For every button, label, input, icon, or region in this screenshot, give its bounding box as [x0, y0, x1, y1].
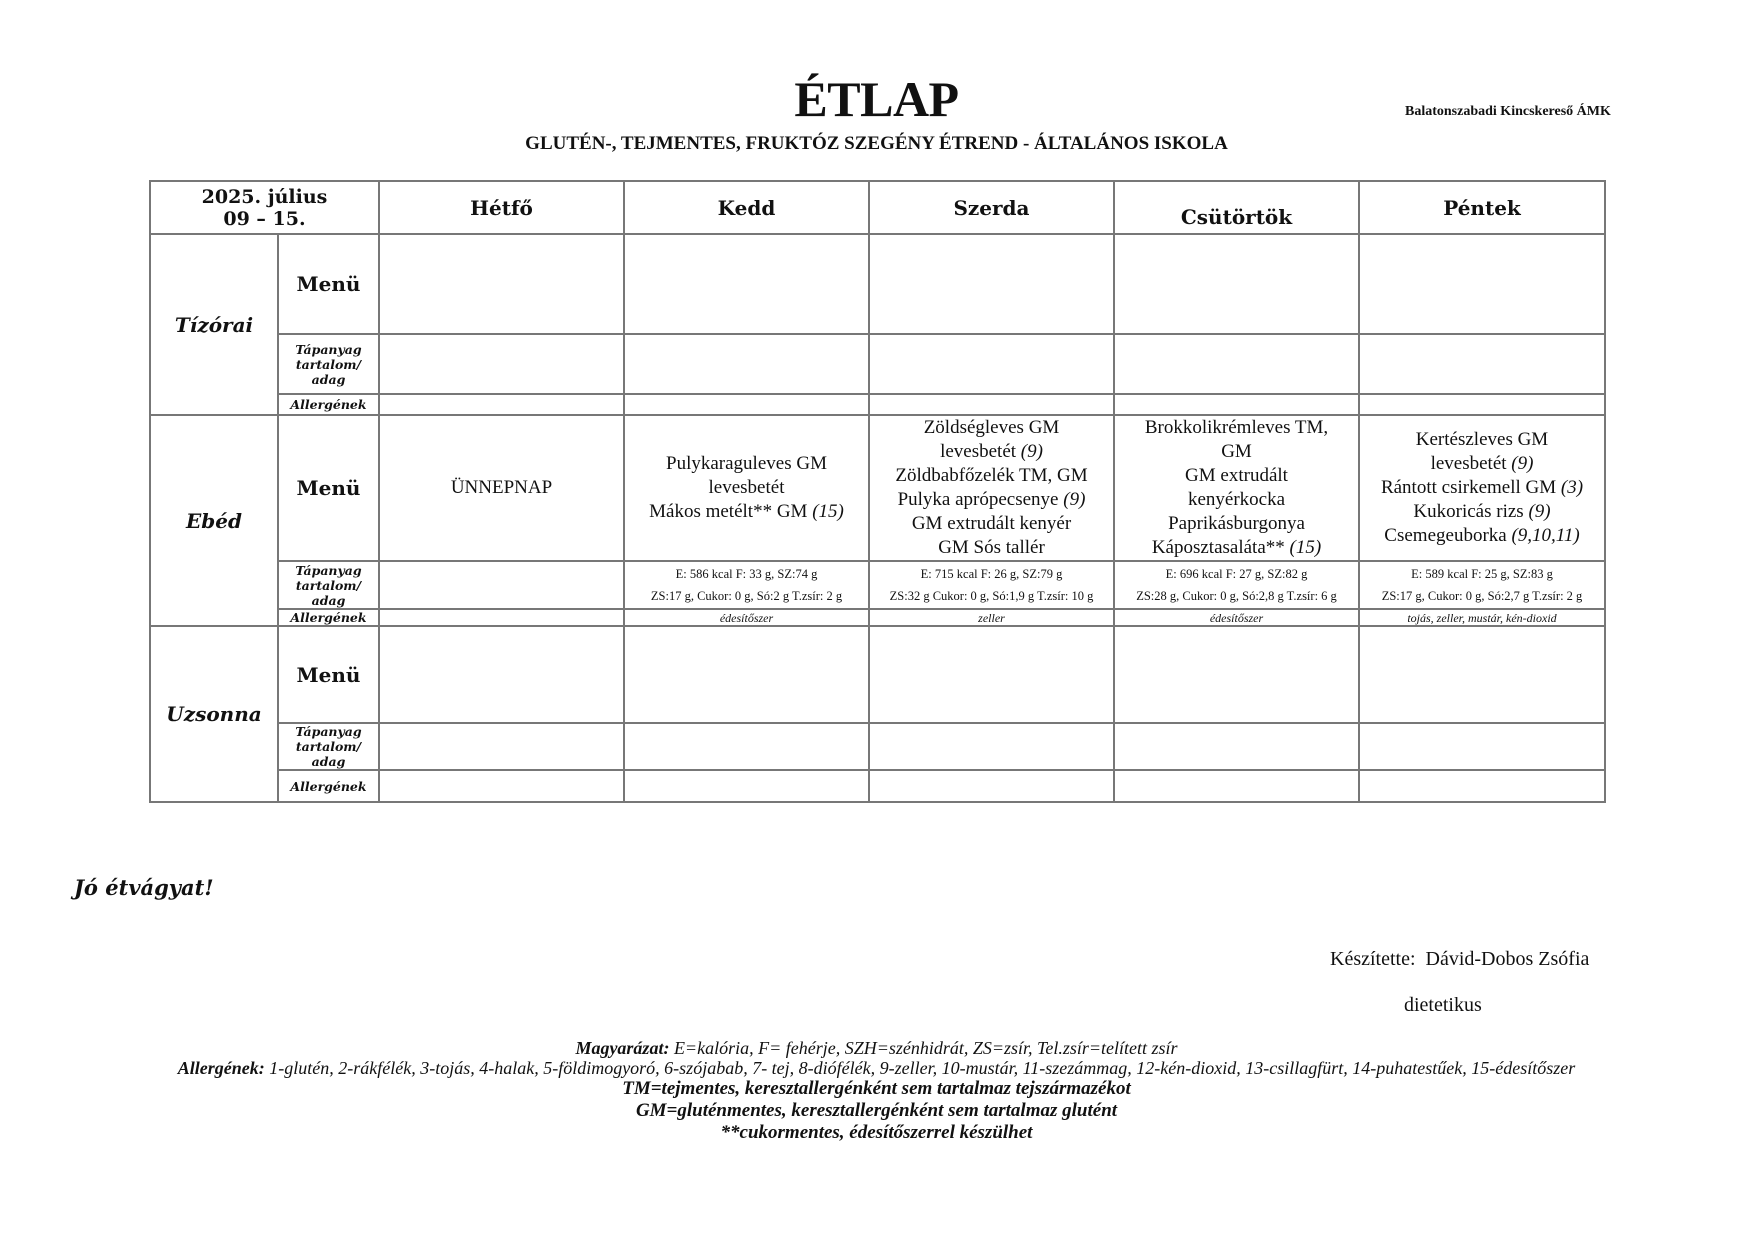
allergen-code: (3) [1560, 477, 1584, 498]
menu-cell-ebed-tuesday [624, 415, 869, 561]
menu-cell-uzsonna-friday [1359, 626, 1605, 723]
row-label-nutrition-line: Tápanyag [295, 562, 362, 578]
menu-cell-uzsonna-thursday [1114, 626, 1359, 723]
legend-explanation [100, 1038, 1653, 1058]
meal-label-tizorai: Tízórai [150, 234, 278, 415]
nutrition-cell-tizorai-wednesday [869, 334, 1114, 394]
menu-cell-tizorai-monday [379, 234, 624, 334]
nutrition-row-tizorai [150, 334, 1605, 394]
dish-text: levesbetét [940, 441, 1021, 462]
dish-line [1115, 416, 1358, 440]
allergen-cell-tizorai-wednesday [869, 394, 1114, 415]
dish-line [1360, 452, 1604, 476]
dish-text: ÜNNEPNAP [450, 477, 553, 498]
row-label-nutrition-line: tartalom/ [295, 739, 362, 754]
row-label-menu: Menü [278, 626, 379, 723]
allergen-cell-ebed-wednesday: zeller [869, 609, 1114, 626]
allergen-code: (15) [812, 501, 844, 522]
legend-allergens [100, 1058, 1653, 1078]
legend [100, 1038, 1653, 1144]
allergen-cell-uzsonna-thursday [1114, 770, 1359, 802]
allergen-cell-tizorai-thursday [1114, 394, 1359, 415]
date-days: 09 – 15. [223, 207, 306, 230]
allergen-code: (9) [1020, 441, 1043, 462]
nutrition-cell-uzsonna-monday [379, 723, 624, 770]
nutrition-cell-uzsonna-thursday [1114, 723, 1359, 770]
nutrition-row-ebed [150, 561, 1605, 609]
dish-line [1360, 524, 1604, 548]
meal-label-ebed: Ebéd [150, 415, 278, 626]
dish-text: Kukoricás rizs [1413, 501, 1529, 522]
nutrition-line: E: 715 kcal F: 26 g, SZ:79 g [920, 567, 1063, 581]
day-header-friday: Péntek [1359, 181, 1605, 234]
nutrition-line: ZS:32 g Cukor: 0 g, Só:1,9 g T.zsír: 10 g [889, 589, 1094, 603]
dish-text: GM [1221, 441, 1252, 462]
menu-cell-ebed-monday [379, 415, 624, 561]
menu-cell-ebed-thursday [1114, 415, 1359, 561]
dish-text: levesbetét [708, 477, 785, 498]
dish-line [870, 440, 1113, 464]
allergen-cell-tizorai-tuesday [624, 394, 869, 415]
dish-line [1115, 440, 1358, 464]
dish-text: Pulykaraguleves GM [666, 453, 827, 474]
row-label-nutrition [278, 334, 379, 394]
nutrition-line: ZS:17 g, Cukor: 0 g, Só:2 g T.zsír: 2 g [650, 589, 843, 603]
nutrition-cell-ebed-tuesday [624, 561, 869, 609]
allergen-cell-tizorai-friday [1359, 394, 1605, 415]
nutrition-line: E: 696 kcal F: 27 g, SZ:82 g [1165, 567, 1308, 581]
nutrition-cell-ebed-monday [379, 561, 624, 609]
menu-cell-tizorai-friday [1359, 234, 1605, 334]
dish-text: levesbetét [1430, 453, 1512, 474]
menu-cell-uzsonna-wednesday [869, 626, 1114, 723]
menu-cell-ebed-wednesday [869, 415, 1114, 561]
dish-text: GM Sós tallér [938, 537, 1045, 558]
allergen-cell-ebed-monday [379, 609, 624, 626]
row-label-allergens: Allergének [278, 394, 379, 415]
row-label-nutrition [278, 723, 379, 770]
page-subtitle: GLUTÉN-, TEJMENTES, FRUKTÓZ SZEGÉNY ÉTREND - ÁLTALÁNOS ISKOLA [525, 133, 1228, 154]
nutrition-cell-ebed-friday [1359, 561, 1605, 609]
nutrition-line: ZS:28 g, Cukor: 0 g, Só:2,8 g T.zsír: 6 g [1136, 589, 1337, 603]
row-label-nutrition-line: adag [311, 592, 346, 608]
nutrition-cell-tizorai-thursday [1114, 334, 1359, 394]
dish-line [1360, 476, 1604, 500]
allergen-code: (9,10,11) [1511, 525, 1580, 546]
nutrition-cell-uzsonna-tuesday [624, 723, 869, 770]
greeting: Jó étvágyat! [74, 875, 214, 900]
row-label-nutrition-line: adag [311, 754, 346, 769]
date-month: 2025. július [201, 185, 328, 208]
dish-text: kenyérkocka [1187, 489, 1286, 510]
dish-text: GM extrudált kenyér [911, 513, 1072, 534]
menu-cell-uzsonna-tuesday [624, 626, 869, 723]
menu-row-tizorai [150, 234, 1605, 334]
legend-tm-note: TM=tejmentes, keresztallergénként sem tartalmaz tejszármazékot [622, 1078, 1131, 1099]
dish-line [1115, 512, 1358, 536]
row-label-menu: Menü [278, 415, 379, 561]
nutrition-line: ZS:17 g, Cukor: 0 g, Só:2,7 g T.zsír: 2 g [1381, 589, 1583, 603]
row-label-nutrition [278, 561, 379, 609]
nutrition-cell-tizorai-friday [1359, 334, 1605, 394]
dish-text: Brokkolikrémleves TM, [1144, 417, 1329, 438]
dish-text: Csemegeuborka [1384, 525, 1512, 546]
dish-line [870, 536, 1113, 560]
day-header-monday: Hétfő [379, 181, 624, 234]
allergen-code: (9) [1511, 453, 1534, 474]
menu-table [149, 180, 1606, 803]
menu-row-ebed [150, 415, 1605, 561]
allergen-cell-ebed-thursday: édesítőszer [1114, 609, 1359, 626]
dish-line [1115, 536, 1358, 560]
row-label-nutrition-line: tartalom/ [295, 577, 362, 593]
nutrition-line: E: 589 kcal F: 25 g, SZ:83 g [1411, 567, 1553, 581]
row-label-nutrition-line: Tápanyag [295, 724, 362, 739]
row-label-allergens: Allergének [278, 770, 379, 802]
dish-line [1115, 464, 1358, 488]
allergen-cell-uzsonna-monday [379, 770, 624, 802]
nutrition-cell-tizorai-tuesday [624, 334, 869, 394]
dish-text: Rántott csirkemell GM [1380, 477, 1561, 498]
dish-line [625, 476, 868, 500]
nutrition-cell-tizorai-monday [379, 334, 624, 394]
date-range-cell [150, 181, 379, 234]
allergen-code: (15) [1289, 537, 1322, 558]
row-label-allergens: Allergének [278, 609, 379, 626]
legend-gm-note: GM=gluténmentes, keresztallergénként sem tartalmaz glutént [635, 1100, 1118, 1121]
day-header-tuesday: Kedd [624, 181, 869, 234]
legend-sugar-note: **cukormentes, édesítőszerrel készülhet [720, 1122, 1033, 1143]
row-label-menu: Menü [278, 234, 379, 334]
nutrition-row-uzsonna [150, 723, 1605, 770]
dish-text: Zöldbabfőzelék TM, GM [895, 465, 1088, 486]
menu-cell-uzsonna-monday [379, 626, 624, 723]
dish-line [870, 416, 1113, 440]
nutrition-line: E: 586 kcal F: 33 g, SZ:74 g [675, 567, 818, 581]
legend-allergens-label: Allergének: [177, 1058, 265, 1078]
nutrition-cell-ebed-wednesday [869, 561, 1114, 609]
dish-text: Pulyka aprópecsenye [897, 489, 1064, 510]
page-title: ÉTLAP [794, 71, 959, 127]
allergen-cell-uzsonna-wednesday [869, 770, 1114, 802]
dish-line [870, 488, 1113, 512]
dish-text: Kertészleves GM [1415, 429, 1549, 450]
header-row [150, 181, 1605, 234]
allergen-code: (9) [1528, 501, 1551, 522]
allergen-cell-uzsonna-tuesday [624, 770, 869, 802]
meal-label-uzsonna: Uzsonna [150, 626, 278, 802]
menu-cell-ebed-friday [1359, 415, 1605, 561]
dish-line [1360, 500, 1604, 524]
dish-text: GM extrudált [1185, 465, 1288, 486]
holiday-label [380, 477, 623, 499]
dish-text: Káposztasaláta** [1151, 537, 1290, 558]
menu-cell-tizorai-thursday [1114, 234, 1359, 334]
organization-name: Balatonszabadi Kincskereső ÁMK [1405, 104, 1611, 119]
allergen-cell-ebed-tuesday: édesítőszer [624, 609, 869, 626]
nutrition-cell-uzsonna-friday [1359, 723, 1605, 770]
dish-line [625, 452, 868, 476]
dish-line [870, 512, 1113, 536]
dish-line [870, 464, 1113, 488]
author: Készítette: Dávid-Dobos Zsófia [1330, 948, 1590, 970]
legend-explanation-text: E=kalória, F= fehérje, SZH=szénhidrát, ZS=zsír, Tel.zsír=telített zsír [669, 1038, 1178, 1058]
menu-cell-tizorai-wednesday [869, 234, 1114, 334]
row-label-nutrition-line: Tápanyag [295, 341, 362, 357]
dish-text: Zöldségleves GM [923, 417, 1060, 438]
dish-line [1360, 428, 1604, 452]
dish-line [1115, 488, 1358, 512]
menu-cell-tizorai-tuesday [624, 234, 869, 334]
allergen-row-tizorai [150, 394, 1605, 415]
nutrition-cell-ebed-thursday [1114, 561, 1359, 609]
allergen-row-uzsonna [150, 770, 1605, 802]
allergen-cell-uzsonna-friday [1359, 770, 1605, 802]
allergen-cell-tizorai-monday [379, 394, 624, 415]
allergen-row-ebed [150, 609, 1605, 626]
legend-allergens-text: 1-glutén, 2-rákfélék, 3-tojás, 4-halak, 5-földimogyoró, 6-szójabab, 7- tej, 8-diófélék, 9-zeller, 10-mustár, 11-szezámmag, 12-kén-dioxid, 13-csillagfürt, 14-puhatestűek, 15-édesítőszer [264, 1058, 1576, 1078]
dish-line [625, 500, 868, 524]
allergen-cell-ebed-friday: tojás, zeller, mustár, kén-dioxid [1359, 609, 1605, 626]
day-header-thursday: Csütörtök [1114, 181, 1359, 234]
menu-row-uzsonna [150, 626, 1605, 723]
day-header-wednesday: Szerda [869, 181, 1114, 234]
row-label-nutrition-line: adag [311, 371, 346, 387]
dish-text: Mákos metélt** GM [649, 501, 813, 522]
row-label-nutrition-line: tartalom/ [295, 356, 362, 372]
dish-text: Paprikásburgonya [1168, 513, 1305, 534]
nutrition-cell-uzsonna-wednesday [869, 723, 1114, 770]
legend-explanation-label: Magyarázat: [575, 1038, 670, 1058]
allergen-code: (9) [1063, 489, 1086, 510]
author-role: dietetikus [1404, 994, 1482, 1016]
